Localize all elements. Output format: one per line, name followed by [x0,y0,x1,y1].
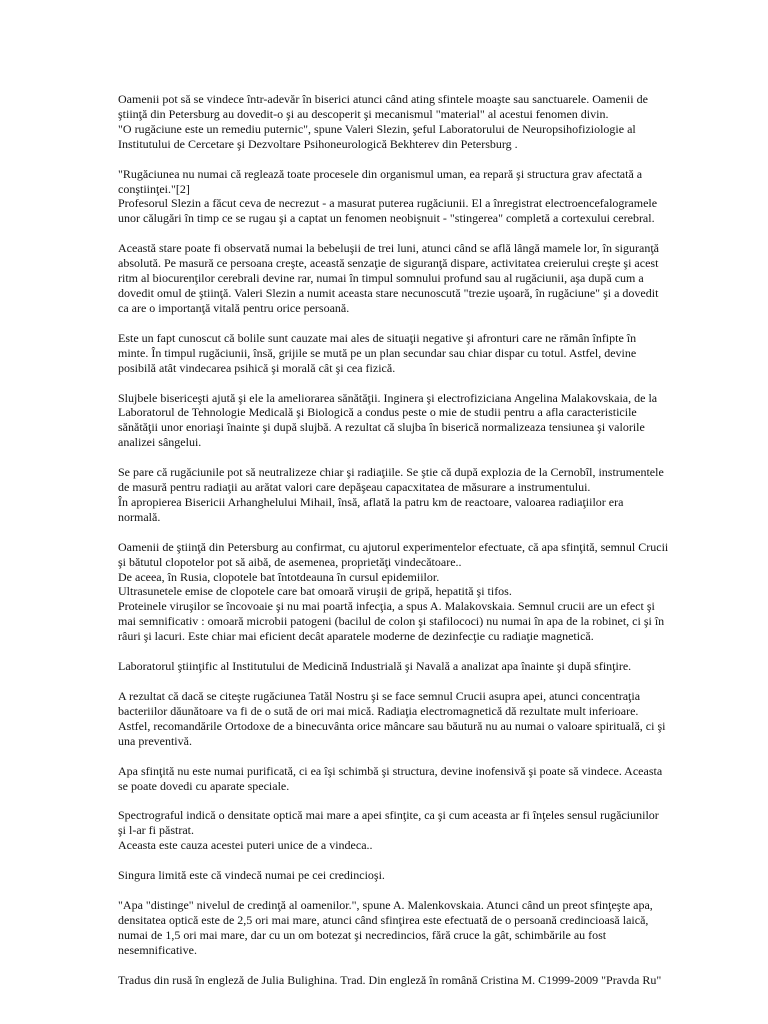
text-line: Tradus din rusă în engleză de Julia Bulighina. Trad. Din engleză în română Cristina M. C1999-2009 "Pravda Ru" [118,972,662,987]
text-line: Ultrasunetele emise de clopotele care bat omoară viruşii de gripă, hepatită şi tifos. [118,584,512,599]
text-line: posibilă atât vindecarea psihică şi morală cât şi cea fizică. [118,360,396,375]
text-line: Se pare că rugăciunile pot să neutralizeze chiar şi radiaţiile. Se ştie că după explozia de la Cernobîl, instrumentele [118,465,664,480]
text-line: conştiinţei."[2] [118,181,190,196]
text-line: se poate dovedi cu aparate speciale. [118,778,290,793]
paragraph [118,241,716,316]
paragraph [118,808,716,853]
text-line: şi bătutul clopotelor pot să aibă, de asemenea, proprietăţi vindecătoare.. [118,554,462,569]
text-line: mai semnificativ : omoară microbii patogeni (bacilul de colon şi stafilococi) nu numai în apa de la robinet, ci şi în [118,614,665,629]
text-line: Laboratorul ştiinţific al Institutului de Medicină Industrială şi Navală a analizat apa înainte şi după sfinţire. [118,659,632,674]
text-line: A rezultat că dacă se citeşte rugăciunea Tatăl Nostru şi se face semnul Crucii asupra apei, atunci concentraţia [118,689,641,703]
text-line: Laboratorul de Tehnologie Medicală şi Biologică a condus peste o mie de studii pentru a afla caracteristicile [118,405,637,420]
text-line: numai de 1,5 ori mai mare, dar cu un om botezat şi necredincios, fără cruce la gât, schimbările au fost [118,927,607,942]
text-line: Este un fapt cunoscut că bolile sunt cauzate mai ales de situaţii negative şi afronturi care ne rămân înfipte în [118,330,637,345]
text-line: bacteriilor dăunătoare va fi de o sută de ori mai mică. Radiaţia electromagnetică dă rezultate mult inferioare. [118,703,639,718]
paragraph [118,868,716,883]
text-line: ca are o importanţă vitală pentru orice persoană. [118,300,350,315]
text-line: Oamenii de ştiinţă din Petersburg au confirmat, cu ajutorul experimentelor efectuate, că apa sfinţită, semnul Crucii [118,539,669,554]
text-line: râuri şi lacuri. Este chiar mai eficient decât aparatele moderne de dezinfecţie cu radiaţie magnetică. [118,629,594,644]
text-line: ritm al biocurenţilor cerebrali devine rar, numai în timpul somnului profund sau al rugăciunii, aşa după cum a [118,271,644,286]
text-line: ştiinţă din Petersburg au dovedit-o şi au descoperit şi mecanismul "material" al acestui fenomen divin. [118,106,609,121]
text-line: minte. În timpul rugăciunii, însă, grijile se mută pe un plan secundar sau chiar dispar cu totul. Astfel, devine [118,345,637,360]
paragraph [118,167,716,227]
text-line: nesemnificative. [118,942,197,957]
paragraph [118,465,716,525]
paragraph [118,659,716,674]
paragraph [118,331,716,376]
text-line: "Apa "distinge" nivelul de credinţă al oamenilor.", spune A. Malenkovskaia. Atunci când un preot sfinţeşte apa, [118,898,653,913]
text-line: Profesorul Slezin a făcut ceva de necrezut - a masurat puterea rugăciunii. El a înregistrat electroencefalogramele [118,196,658,211]
text-line: Slujbele bisericeşti ajută şi ele la ameliorarea sănătăţii. Inginera şi electrofiziciana Angelina Malakovskaia, de la [118,390,658,405]
text-line: Apa sfinţită nu este numai purificată, ci ea îşi schimbă şi structura, devine inofensivă şi poate să vindece. Aceasta [118,763,663,778]
paragraph [118,92,716,152]
text-line: "O rugăciune este un remediu puternic", spune Valeri Slezin, şeful Laboratorului de Neuropsihofiziologie al [118,121,636,136]
paragraph [118,898,716,958]
text-line: "Rugăciunea nu numai că reglează toate procesele din organismul uman, ea repară şi structura grav afectată a [118,166,643,181]
text-line: normală. [118,509,161,524]
text-line: Spectrograful indică o densitate optică mai mare a apei sfinţite, ca şi cum aceasta ar fi înţeles sensul rugăciunilor [118,808,659,823]
paragraph [118,764,716,794]
document-body [118,92,716,1003]
text-line: dovedit omul de ştiinţă. Valeri Slezin a numit aceasta stare necunoscută "trezie uşoară, în rugăciune" şi a dovedit [118,285,659,300]
paragraph [118,540,716,644]
paragraph [118,973,716,988]
text-line: Aceasta este cauza acestei puteri unice de a vindeca.. [118,838,373,853]
text-line: şi l-ar fi păstrat. [118,823,194,838]
text-line: Astfel, recomandările Ortodoxe de a binecuvânta orice mâncare sau băutură nu au numai o valoare spirituală, ci şi [118,718,666,733]
text-line: unor călugări în timp ce se rugau şi a captat un fenomen neobişnuit - "stingerea" completă a cortexului cerebral. [118,211,655,226]
text-line: absolută. Pe masură ce persoana creşte, această senzaţie de siguranţă dispare, activitatea creierului creşte şi acest [118,256,659,271]
text-line: analizei sângelui. [118,435,202,450]
paragraph [118,689,716,749]
text-line: sănătăţii unor enoriaşi înainte şi după slujbă. A rezultat că slujba în biserică normalizeaza tensiunea şi valorile [118,420,645,435]
text-line: de masură pentru radiaţii au arătat valori care depăşeau capacxitatea de măsurare a instrumentului. [118,480,591,495]
text-line: De aceea, în Rusia, clopotele bat întotdeauna în cursul epidemiilor. [118,569,440,584]
paragraph [118,391,716,451]
text-line: densitatea optică este de 2,5 ori mai mare, atunci când sfinţirea este efectuată de o persoană credincioasă laică, [118,912,649,927]
text-line: În apropierea Bisericii Arhanghelului Mihail, însă, aflată la patru km de reactoare, valoarea radiaţiilor era [118,494,624,509]
text-line: Oamenii pot să se vindece într-adevăr în biserici atunci când ating sfintele moaşte sau sanctuarele. Oamenii de [118,92,648,106]
text-line: Această stare poate fi observată numai la bebeluşii de trei luni, atunci când se află lângă mamele lor, în siguranţă [118,241,659,256]
text-line: una preventivă. [118,733,192,748]
text-line: Proteinele viruşilor se încovoaie şi nu mai poartă infecţia, a spus A. Malakovskaia. Semnul crucii are un efect şi [118,599,655,614]
text-line: Institutului de Cercetare şi Dezvoltare Psihoneurologică Bekhterev din Petersburg . [118,136,518,151]
text-line: Singura limită este că vindecă numai pe cei credincioşi. [118,868,385,883]
